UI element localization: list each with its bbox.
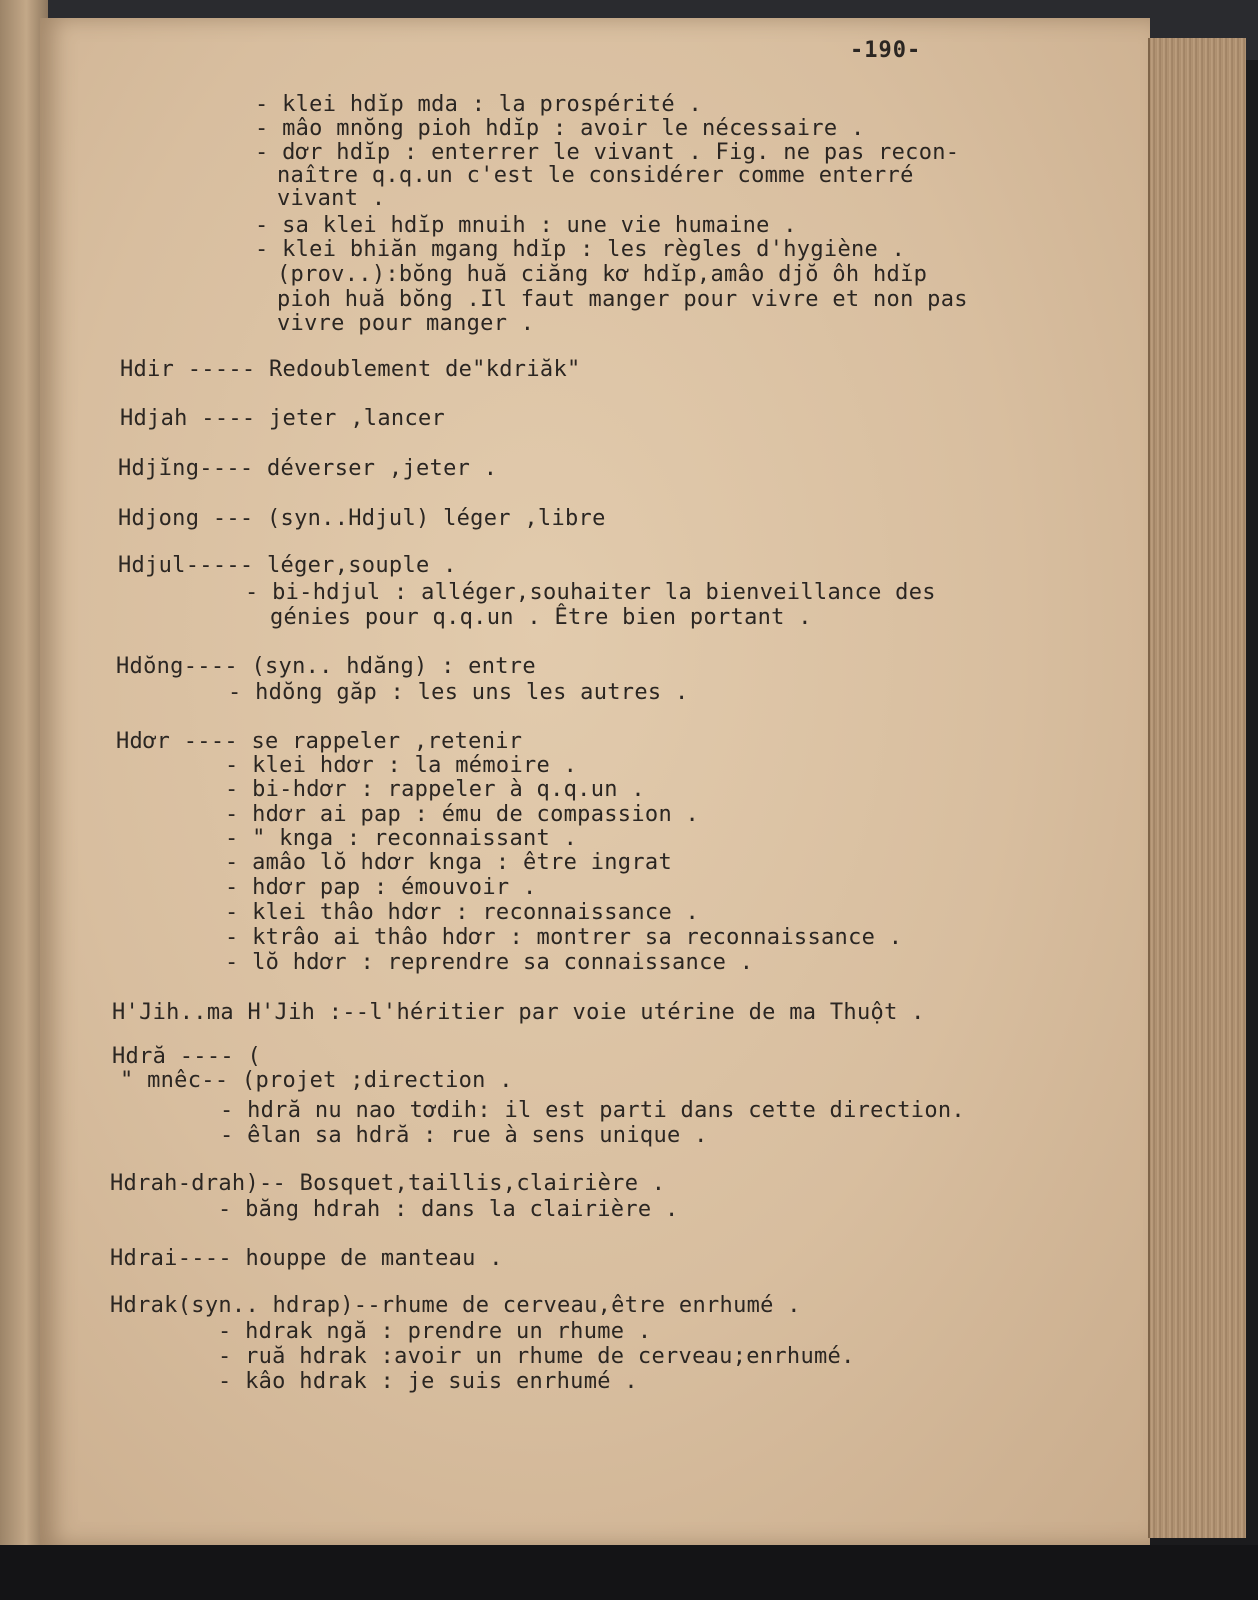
entry-line: - hdơr pap : émouvoir . [225,875,537,900]
entry-headword-line: Hdơr ---- se rappeler ,retenir [116,729,523,754]
entry-line: - mâo mnŏng pioh hdĭp : avoir le nécessaire . [255,116,865,141]
entry-headword-line: Hdrai---- houppe de manteau . [110,1246,503,1271]
entry-headword-line: Hdŏng---- (syn.. hdăng) : entre [116,654,536,679]
entry-headword-line: Hdră ---- ( [112,1044,261,1069]
entry-line: - lŏ hdơr : reprendre sa connaissance . [225,950,754,975]
entry-headword-line: H'Jih..ma H'Jih :--l'héritier par voie utérine de ma Thuột . [112,1000,925,1025]
entry-headword-line: Hdir ----- Redoublement de"kdriăk" [120,357,581,382]
entry-line: génies pour q.q.un . Être bien portant . [270,605,812,630]
entry-line: naître q.q.un c'est le considérer comme enterré [277,163,914,188]
entry-headword-line: Hdjĭng---- déverser ,jeter . [118,456,498,481]
entry-line: - hdơr ai pap : ému de compassion . [225,802,700,827]
entry-line: - băng hdrah : dans la clairière . [218,1197,679,1222]
entry-line: - klei hdơr : la mémoire . [225,753,578,778]
entry-line: - hdră nu nao tơdih: il est parti dans cette direction. [220,1098,965,1123]
entry-line: - kâo hdrak : je suis enrhumé . [218,1369,638,1394]
entry-line: - hdŏng găp : les uns les autres . [228,680,689,705]
entry-line: - ruă hdrak :avoir un rhume de cerveau;enrhumé. [218,1344,855,1369]
entry-line: - êlan sa hdră : rue à sens unique . [220,1123,708,1148]
entry-line: pioh huă bŏng .Il faut manger pour vivre et non pas [277,287,968,312]
entry-headword-line: Hdrak(syn.. hdrap)--rhume de cerveau,être enrhumé . [110,1293,801,1318]
entry-line: - klei hdĭp mda : la prospérité . [255,92,702,117]
entry-headword-line: " mnêc-- (projet ;direction . [120,1068,513,1093]
entry-line: - hdrak ngă : prendre un rhume . [218,1319,652,1344]
entry-line: - bi-hdjul : alléger,souhaiter la bienveillance des [245,580,936,605]
page-number: -190- [850,38,922,63]
entry-line: (prov..):bŏng huă ciăng kơ hdĭp,amâo djŏ ôh hdĭp [277,262,928,287]
entry-line: - dơr hdĭp : enterrer le vivant . Fig. ne pas recon- [255,140,960,165]
entry-line: vivre pour manger . [277,311,535,336]
entry-line: - klei thâo hdơr : reconnaissance . [225,900,700,925]
entry-headword-line: Hdjah ---- jeter ,lancer [120,406,446,431]
entry-line: - ktrâo ai thâo hdơr : montrer sa reconnaissance . [225,925,903,950]
entry-line: - " knga : reconnaissant . [225,826,578,851]
entry-line: - sa klei hdĭp mnuih : une vie humaine . [255,213,797,238]
entry-line: - bi-hdơr : rappeler à q.q.un . [225,777,645,802]
entry-headword-line: Hdrah-drah)-- Bosquet,taillis,clairière . [110,1171,666,1196]
entry-headword-line: Hdjong --- (syn..Hdjul) léger ,libre [118,506,606,531]
entry-line: vivant . [277,186,386,211]
entry-line: - klei bhiăn mgang hdĭp : les règles d'hygiène . [255,237,906,262]
entry-line: - amâo lŏ hdơr knga : être ingrat [225,850,672,875]
entry-headword-line: Hdjul----- léger,souple . [118,553,457,578]
